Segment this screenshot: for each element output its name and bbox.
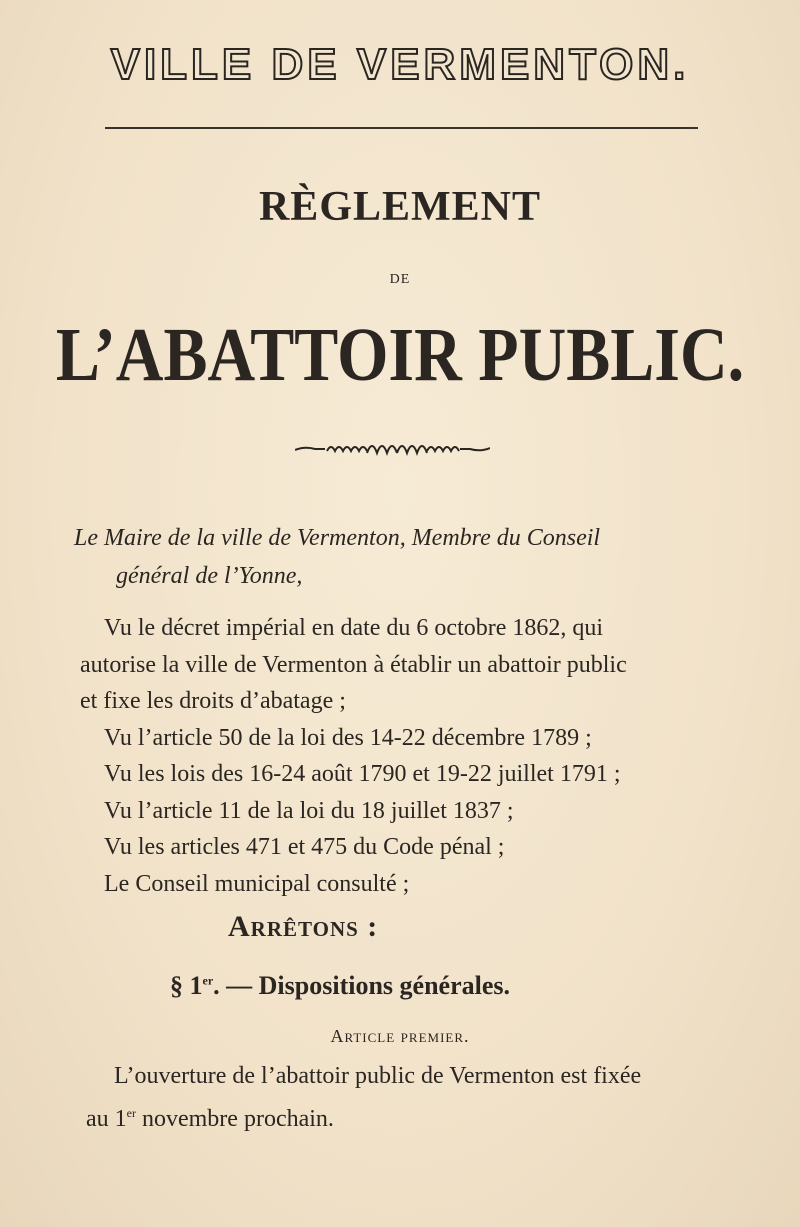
text-line: Vu les articles 471 et 475 du Code pénal ; <box>104 834 505 860</box>
article-line-2 <box>86 1095 746 1138</box>
document-title: RÈGLEMENT <box>258 184 542 230</box>
article-line-2-sup: er <box>126 1106 136 1120</box>
article-line-2-prefix: au 1 <box>86 1106 127 1132</box>
article-line-1: L’ouverture de l’abattoir public de Vermenton est fixée <box>114 1063 642 1089</box>
section-heading <box>170 971 670 1001</box>
text-line: Vu les lois des 16-24 août 1790 et 19-22 juillet 1791 ; <box>104 761 621 787</box>
text-line: Vu l’article 11 de la loi du 18 juillet 1837 ; <box>104 797 514 824</box>
header-rule <box>105 127 698 129</box>
ornament-divider <box>295 437 490 459</box>
arretons-heading: Arrêtons : <box>228 910 379 943</box>
considerations-list <box>80 610 740 902</box>
text-line: Vu l’article 50 de la loi des 14-22 décembre 1789 ; <box>104 724 592 751</box>
title-connector: DE <box>389 272 411 287</box>
article-line-2-rest: novembre prochain. <box>135 1106 334 1132</box>
section-title: . — Dispositions générales. <box>213 971 510 1000</box>
text-line: et fixe les droits d’abatage ; <box>80 688 346 714</box>
text-line: autorise la ville de Vermenton à établir un abattoir public <box>80 651 627 678</box>
article-heading: Article premier. <box>330 1026 470 1046</box>
text-line: Vu le décret impérial en date du 6 octobre 1862, qui <box>104 615 604 641</box>
town-header: VILLE DE VERMENTON. <box>110 40 690 89</box>
section-sup: er <box>202 973 214 988</box>
article-text <box>86 1058 746 1138</box>
intro-paragraph <box>74 519 734 595</box>
text-line: Le Conseil municipal consulté ; <box>104 870 410 897</box>
section-symbol: § 1 <box>170 971 203 1000</box>
intro-line-2: général de l’Yonne, <box>116 563 303 589</box>
document-subtitle: L’ABATTOIR PUBLIC. <box>55 313 745 398</box>
intro-line-1: Le Maire de la ville de Vermenton, Membre du Conseil <box>74 525 601 551</box>
